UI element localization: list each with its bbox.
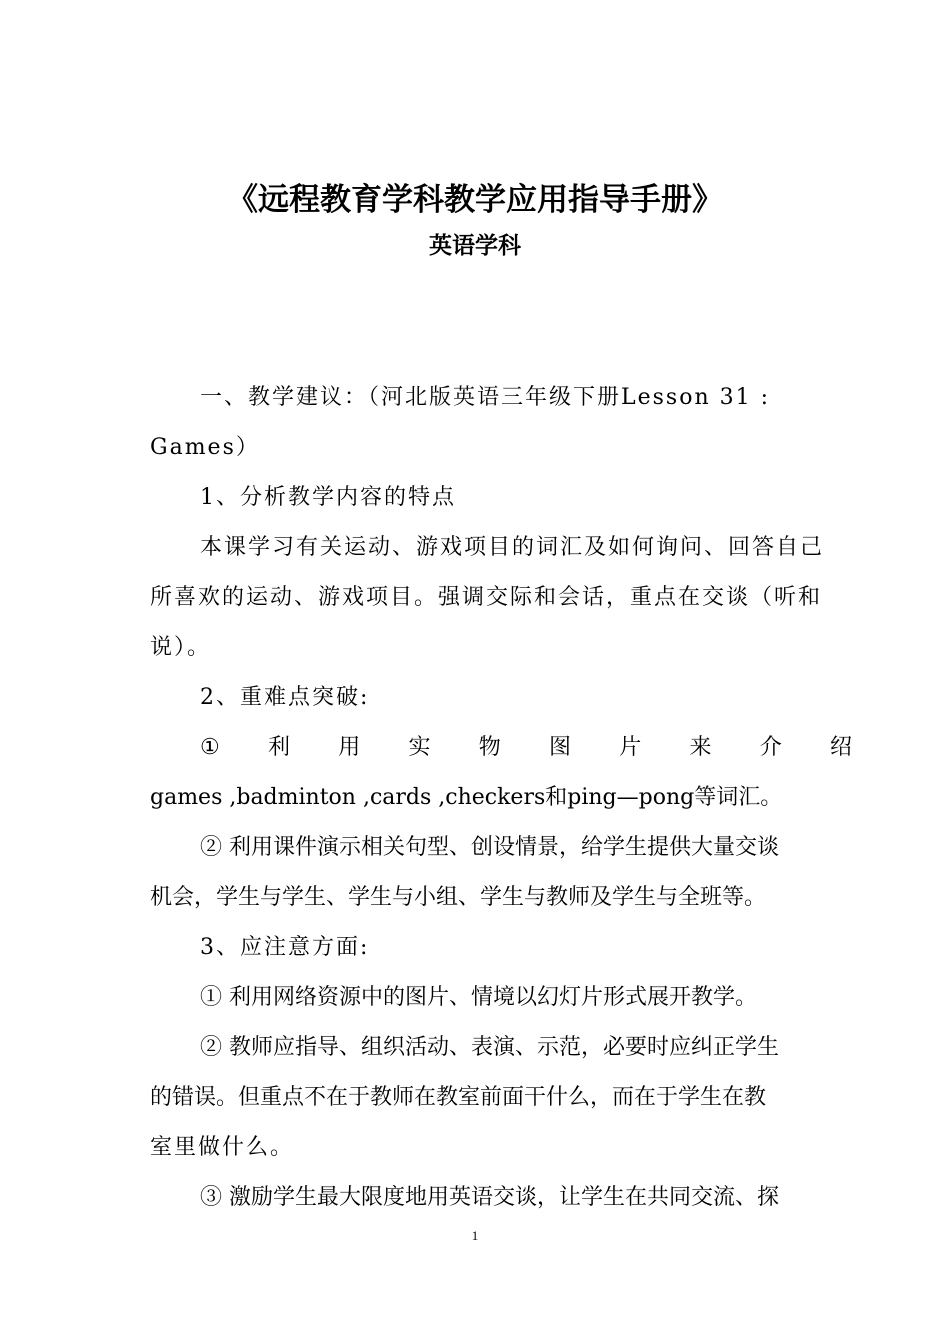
item-2-heading: 2、重难点突破: — [200, 685, 370, 710]
spread-word: 物 — [478, 735, 501, 760]
spread-word: 利 — [267, 735, 290, 760]
spread-word: 用 — [338, 735, 361, 760]
spread-word: 来 — [689, 735, 712, 760]
spread-word: 介 — [759, 735, 782, 760]
spread-word: 图 — [548, 735, 571, 760]
item-2-point-1-line-2: games ,badminton ,cards ,checkers和ping—pong等词汇。 — [150, 785, 783, 810]
item-2-point-1-line-1 — [150, 730, 852, 766]
spread-word: 实 — [408, 735, 431, 760]
item-1-paragraph-line-2: 所喜欢的运动、游戏项目。强调交际和会话，重点在交谈（听和 — [150, 585, 823, 610]
spread-word: 绍 — [829, 735, 852, 760]
section-heading-line-1: 一、教学建议：（河北版英语三年级下册Lesson 31 : — [200, 385, 771, 410]
item-3-point-1: ① 利用网络资源中的图片、情境以幻灯片形式展开教学。 — [200, 985, 757, 1010]
item-1-paragraph-line-1: 本课学习有关运动、游戏项目的词汇及如何询问、回答自己 — [200, 535, 825, 560]
section-heading-line-2: Games） — [150, 435, 260, 460]
document-subtitle: 英语学科 — [429, 233, 521, 259]
document-title: 《远程教育学科教学应用指导手册》 — [227, 182, 723, 218]
spread-word: 片 — [619, 735, 642, 760]
item-3-point-3-line-1: ③ 激励学生最大限度地用英语交谈，让学生在共同交流、探 — [200, 1185, 779, 1210]
item-3-point-2-line-3: 室里做什么。 — [150, 1135, 295, 1160]
item-2-point-2-line-2: 机会，学生与学生、学生与小组、学生与教师及学生与全班等。 — [150, 885, 767, 910]
item-2-point-2-line-1: ② 利用课件演示相关句型、创设情景，给学生提供大量交谈 — [200, 835, 779, 860]
page-number: 1 — [471, 1228, 479, 1243]
item-1-paragraph-line-3: 说）。 — [150, 635, 212, 660]
item-3-heading: 3、应注意方面: — [200, 935, 370, 960]
item-3-point-2-line-2: 的错误。但重点不在于教师在教室前面干什么，而在于学生在教 — [150, 1085, 767, 1110]
item-1-heading: 1、分析教学内容的特点 — [200, 485, 456, 510]
spread-word: ① — [200, 735, 220, 760]
item-3-point-2-line-1: ② 教师应指导、组织活动、表演、示范，必要时应纠正学生 — [200, 1035, 779, 1060]
